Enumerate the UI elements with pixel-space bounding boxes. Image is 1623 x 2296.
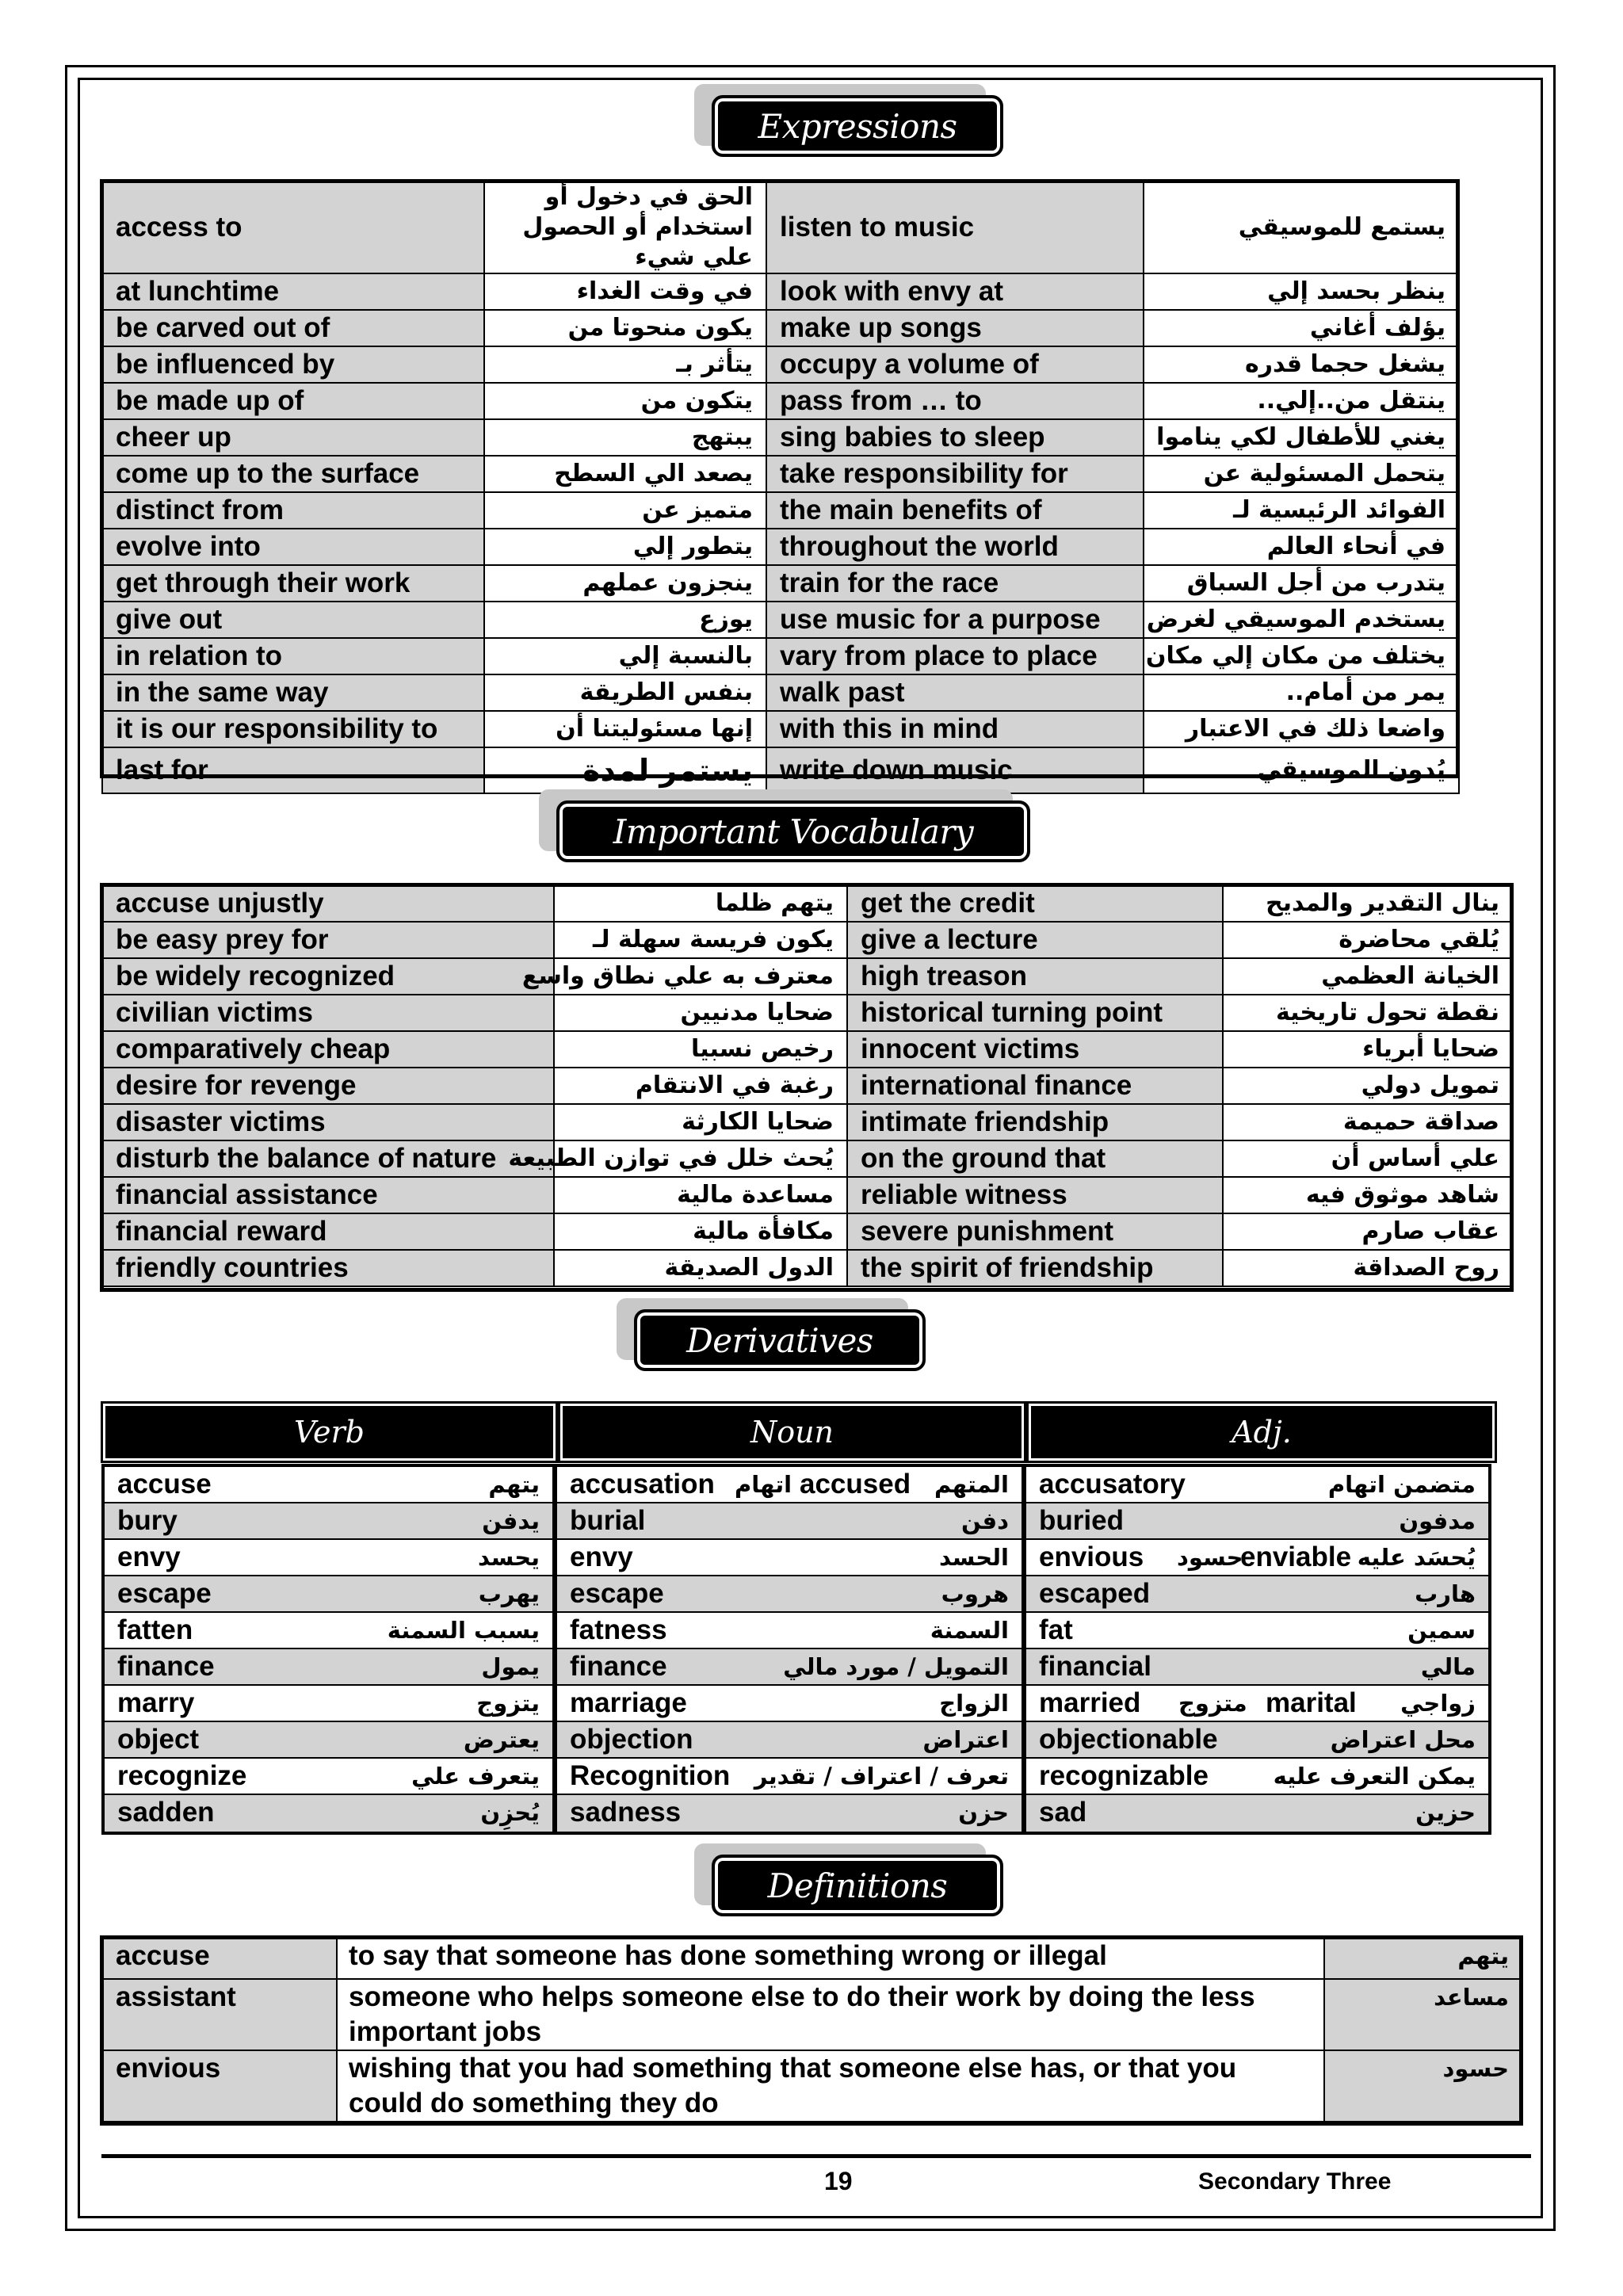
vocabulary-ar: الدول الصديقة — [554, 1250, 847, 1286]
adj-ar: مالي — [1420, 1653, 1476, 1680]
vocabulary-ar: رخيص نسبيا — [554, 1031, 847, 1068]
verb-ar: يتهم — [488, 1471, 540, 1498]
adj-row — [1026, 1759, 1488, 1795]
expression-ar: يؤلف أغاني — [1144, 310, 1459, 346]
vocabulary-en: disturb the balance of nature — [102, 1140, 554, 1177]
expression-ar: يصعد الي السطح — [484, 456, 766, 492]
adj-ar: يمكن التعرف عليه — [1273, 1763, 1476, 1790]
vocabulary-ar: علي أساس أن — [1223, 1140, 1513, 1177]
table-row — [102, 1104, 1513, 1140]
noun-en: fatness — [570, 1614, 667, 1645]
verb-row — [105, 1467, 552, 1503]
verb-ar: يُحزِن — [480, 1799, 540, 1826]
table-row — [102, 456, 1459, 492]
table-row — [102, 1140, 1513, 1177]
definitions-title: Definitions — [767, 1866, 948, 1905]
noun-en-alt: accused — [800, 1469, 911, 1499]
noun-en: envy — [570, 1541, 633, 1572]
verb-column — [101, 1464, 556, 1835]
noun-en: accusation — [570, 1469, 715, 1499]
table-row — [102, 181, 1459, 273]
expression-en: sing babies to sleep — [766, 419, 1144, 456]
expression-en: at lunchtime — [102, 273, 484, 310]
definition-word: envious — [102, 2050, 337, 2122]
expression-en: be influenced by — [102, 346, 484, 383]
adj-en: escaped — [1039, 1578, 1151, 1609]
adj-header: Adj. — [1029, 1404, 1495, 1461]
verb-row — [105, 1576, 552, 1613]
vocabulary-en: be widely recognized — [102, 958, 554, 995]
expression-ar: يغني للأطفال لكي يناموا — [1144, 419, 1459, 456]
expression-ar: إنها مسئوليتنا أن — [484, 711, 766, 747]
adj-column — [1023, 1464, 1491, 1835]
vocabulary-ar: ينال التقدير والمديح — [1223, 885, 1513, 922]
adj-row — [1026, 1649, 1488, 1686]
adj-ar: حزين — [1415, 1799, 1476, 1826]
expression-en: with this in mind — [766, 711, 1144, 747]
verb-ar: يسبب السمنة — [387, 1617, 540, 1644]
definition-word: accuse — [102, 1938, 337, 1979]
vocabulary-en: financial assistance — [102, 1177, 554, 1213]
definition-ar: مساعد — [1324, 1979, 1522, 2050]
expression-en: walk past — [766, 674, 1144, 711]
adj-en: envious — [1039, 1541, 1144, 1572]
verb-ar: يدفن — [482, 1507, 540, 1534]
table-row — [102, 1177, 1513, 1213]
noun-row — [557, 1540, 1022, 1576]
vocabulary-en: comparatively cheap — [102, 1031, 554, 1068]
table-row — [102, 674, 1459, 711]
expression-ar: يختلف من مكان إلي مكان — [1144, 638, 1459, 674]
table-row — [102, 995, 1513, 1031]
adj-en-alt: marital — [1266, 1687, 1357, 1718]
table-row — [102, 1213, 1513, 1250]
verb-row — [105, 1503, 552, 1540]
adj-ar-alt: زواجي — [1400, 1690, 1476, 1717]
vocabulary-en: severe punishment — [847, 1213, 1223, 1250]
vocabulary-ar: ضحايا مدنيين — [554, 995, 847, 1031]
verb-ar: يتزوج — [476, 1690, 540, 1717]
expression-ar: يستمع للموسيقي — [1144, 181, 1459, 273]
table-row — [102, 1068, 1513, 1104]
verb-en: envy — [117, 1541, 181, 1572]
definition-text: wishing that you had something that someone else has, or that you could do something they do — [337, 2050, 1324, 2122]
noun-en: Recognition — [570, 1760, 731, 1791]
noun-ar: هروب — [941, 1580, 1009, 1607]
footer-rule — [101, 2154, 1531, 2158]
noun-en: burial — [570, 1505, 646, 1536]
vocabulary-ar: الخيانة العظمي — [1223, 958, 1513, 995]
verb-en: bury — [117, 1505, 178, 1536]
vocabulary-ar: يُلقي محاضرة — [1223, 922, 1513, 958]
verb-en: fatten — [117, 1614, 193, 1645]
verb-row — [105, 1759, 552, 1795]
noun-ar: اعتراض — [922, 1726, 1009, 1753]
vocabulary-ar: نقطة تحول تاريخية — [1223, 995, 1513, 1031]
verb-ar: يهرب — [478, 1580, 540, 1607]
verb-ar: يحسد — [477, 1544, 540, 1571]
noun-ar: الحسد — [939, 1544, 1009, 1571]
noun-row — [557, 1467, 1022, 1503]
verb-en: finance — [117, 1651, 215, 1682]
expression-ar: يستخدم الموسيقي لغرض — [1144, 602, 1459, 638]
expression-ar: يكون منحوتا من — [484, 310, 766, 346]
expression-ar: ينجزون عملهم — [484, 565, 766, 602]
verb-ar: يعترض — [463, 1726, 540, 1753]
adj-ar: متزوج — [1178, 1690, 1247, 1717]
expressions-title: Expressions — [758, 106, 957, 146]
vocabulary-en: get the credit — [847, 885, 1223, 922]
table-row — [102, 602, 1459, 638]
noun-row — [557, 1686, 1022, 1722]
vocabulary-ar: رغبة في الانتقام — [554, 1068, 847, 1104]
noun-row — [557, 1576, 1022, 1613]
table-row — [102, 1250, 1513, 1286]
vocabulary-ar: عقاب صارم — [1223, 1213, 1513, 1250]
expression-en: in the same way — [102, 674, 484, 711]
table-row — [102, 492, 1459, 529]
adj-row — [1026, 1686, 1488, 1722]
adj-row — [1026, 1722, 1488, 1759]
adj-row — [1026, 1467, 1488, 1503]
expression-ar: الحق في دخول أو استخدام أو الحصول علي شيء — [484, 181, 766, 273]
expression-en: train for the race — [766, 565, 1144, 602]
verb-row — [105, 1613, 552, 1649]
table-row — [102, 638, 1459, 674]
table-row — [102, 922, 1513, 958]
vocabulary-ar: تمويل دولي — [1223, 1068, 1513, 1104]
expression-ar: بنفس الطريقة — [484, 674, 766, 711]
table-row — [102, 958, 1513, 995]
expression-ar: يمر من أمام.. — [1144, 674, 1459, 711]
noun-en: escape — [570, 1578, 664, 1609]
expression-en: in relation to — [102, 638, 484, 674]
verb-row — [105, 1540, 552, 1576]
vocabulary-en: be easy prey for — [102, 922, 554, 958]
footer-title: Secondary Three — [1198, 2168, 1392, 2195]
verb-row — [105, 1722, 552, 1759]
expressions-banner — [712, 95, 1003, 157]
noun-column — [554, 1464, 1025, 1835]
noun-ar: حزن — [958, 1799, 1009, 1826]
vocabulary-en: desire for revenge — [102, 1068, 554, 1104]
expression-ar: يتدرب من أجل السباق — [1144, 565, 1459, 602]
verb-en: marry — [117, 1687, 195, 1718]
vocabulary-ar: روح الصداقة — [1223, 1250, 1513, 1286]
expression-en: it is our responsibility to — [102, 711, 484, 747]
expression-ar: في وقت الغداء — [484, 273, 766, 310]
expression-ar: متميز عن — [484, 492, 766, 529]
expression-en: the main benefits of — [766, 492, 1144, 529]
definition-row — [102, 2050, 1522, 2122]
table-row — [102, 346, 1459, 383]
table-row — [102, 310, 1459, 346]
vocabulary-ar: ضحايا أبرياء — [1223, 1031, 1513, 1068]
vocabulary-ar: يكون فريسة سهلة لـ — [554, 922, 847, 958]
noun-en: marriage — [570, 1687, 687, 1718]
expression-ar: يوزع — [484, 602, 766, 638]
verb-en: accuse — [117, 1469, 212, 1499]
table-row — [102, 383, 1459, 419]
adj-en-alt: enviable — [1240, 1541, 1352, 1572]
expression-en: come up to the surface — [102, 456, 484, 492]
verb-row — [105, 1686, 552, 1722]
adj-ar: سمين — [1407, 1617, 1476, 1644]
vocabulary-en: give a lecture — [847, 922, 1223, 958]
vocabulary-en: intimate friendship — [847, 1104, 1223, 1140]
expression-en: distinct from — [102, 492, 484, 529]
definition-text: to say that someone has done something wrong or illegal — [337, 1938, 1324, 1979]
verb-ar: يتعرف علي — [411, 1763, 540, 1790]
adj-row — [1026, 1503, 1488, 1540]
verb-en: object — [117, 1724, 200, 1755]
derivatives-title: Derivatives — [686, 1320, 873, 1360]
definition-row — [102, 1938, 1522, 1979]
noun-ar: اتهام — [735, 1471, 792, 1498]
expression-ar: يتكون من — [484, 383, 766, 419]
expression-en: pass from … to — [766, 383, 1144, 419]
expression-en: use music for a purpose — [766, 602, 1144, 638]
verb-row — [105, 1649, 552, 1686]
adj-en: sad — [1039, 1797, 1087, 1828]
expression-en: give out — [102, 602, 484, 638]
derivatives-banner — [634, 1309, 926, 1371]
table-row — [102, 747, 1459, 793]
adj-ar: حسود — [1177, 1544, 1243, 1571]
noun-ar: تعرف / اعتراف / تقدير — [754, 1763, 1009, 1790]
noun-row — [557, 1759, 1022, 1795]
expression-en: look with envy at — [766, 273, 1144, 310]
expressions-table — [101, 181, 1460, 794]
adj-en: married — [1039, 1687, 1141, 1718]
vocabulary-en: civilian victims — [102, 995, 554, 1031]
expression-en: occupy a volume of — [766, 346, 1144, 383]
vocabulary-ar: ضحايا الكارثة — [554, 1104, 847, 1140]
noun-ar: الزواج — [939, 1690, 1009, 1717]
vocabulary-banner — [556, 800, 1030, 862]
verb-en: recognize — [117, 1760, 247, 1791]
definition-ar: حسود — [1324, 2050, 1522, 2122]
expression-ar: في أنحاء العالم — [1144, 529, 1459, 565]
table-row — [102, 885, 1513, 922]
expression-ar: يتأثر بـ — [484, 346, 766, 383]
expression-en: write down music — [766, 747, 1144, 793]
page-number: 19 — [824, 2167, 853, 2195]
vocabulary-en: accuse unjustly — [102, 885, 554, 922]
adj-en: fat — [1039, 1614, 1073, 1645]
noun-ar: التمويل / مورد مالي — [783, 1653, 1009, 1680]
expression-ar: يشغل حجما قدره — [1144, 346, 1459, 383]
vocabulary-en: on the ground that — [847, 1140, 1223, 1177]
table-row — [102, 565, 1459, 602]
vocabulary-ar: مكافأة مالية — [554, 1213, 847, 1250]
adj-en: buried — [1039, 1505, 1124, 1536]
expression-en: take responsibility for — [766, 456, 1144, 492]
adj-en: financial — [1039, 1651, 1151, 1682]
adj-en: objectionable — [1039, 1724, 1218, 1755]
vocabulary-en: innocent victims — [847, 1031, 1223, 1068]
vocabulary-en: disaster victims — [102, 1104, 554, 1140]
expression-ar: بالنسبة إلي — [484, 638, 766, 674]
noun-en: sadness — [570, 1797, 682, 1828]
definition-text: someone who helps someone else to do their work by doing the less important jobs — [337, 1979, 1324, 2050]
expression-ar: واضعا ذلك في الاعتبار — [1144, 711, 1459, 747]
expression-en: get through their work — [102, 565, 484, 602]
expression-ar: يتطور إلي — [484, 529, 766, 565]
expression-en: listen to music — [766, 181, 1144, 273]
vocabulary-ar: معترف به علي نطاق واسع — [554, 958, 847, 995]
noun-header: Noun — [560, 1404, 1024, 1461]
adj-row — [1026, 1540, 1488, 1576]
adj-en: accusatory — [1039, 1469, 1186, 1499]
vocabulary-title: Important Vocabulary — [613, 812, 974, 851]
expression-en: vary from place to place — [766, 638, 1144, 674]
vocabulary-table — [101, 884, 1514, 1287]
noun-row — [557, 1795, 1022, 1832]
noun-en: objection — [570, 1724, 693, 1755]
vocabulary-en: high treason — [847, 958, 1223, 995]
verb-en: escape — [117, 1578, 212, 1609]
vocabulary-en: historical turning point — [847, 995, 1223, 1031]
definition-row — [102, 1979, 1522, 2050]
vocabulary-en: reliable witness — [847, 1177, 1223, 1213]
vocabulary-en: friendly countries — [102, 1250, 554, 1286]
adj-ar-alt: يُحسَد عليه — [1357, 1544, 1476, 1571]
expression-en: throughout the world — [766, 529, 1144, 565]
adj-en: recognizable — [1039, 1760, 1209, 1791]
expression-ar: الفوائد الرئيسية لـ — [1144, 492, 1459, 529]
verb-ar: يمول — [481, 1653, 540, 1680]
adj-ar: متضمن اتهام — [1327, 1471, 1476, 1498]
expression-en: access to — [102, 181, 484, 273]
expression-ar: ينتقل من..إلي.. — [1144, 383, 1459, 419]
expression-ar: يتحمل المسئولية عن — [1144, 456, 1459, 492]
noun-ar: السمنة — [930, 1617, 1009, 1644]
expression-en: be made up of — [102, 383, 484, 419]
vocabulary-ar: يتهم ظلما — [554, 885, 847, 922]
adj-ar: هارب — [1415, 1580, 1476, 1607]
noun-row — [557, 1613, 1022, 1649]
adj-ar: محل اعتراض — [1330, 1726, 1476, 1753]
expression-en: evolve into — [102, 529, 484, 565]
vocabulary-en: international finance — [847, 1068, 1223, 1104]
verb-header: Verb — [103, 1404, 556, 1461]
expression-ar: ينظر بحسد إلي — [1144, 273, 1459, 310]
expression-en: cheer up — [102, 419, 484, 456]
noun-row — [557, 1503, 1022, 1540]
vocabulary-en: the spirit of friendship — [847, 1250, 1223, 1286]
vocabulary-ar: مساعدة مالية — [554, 1177, 847, 1213]
definition-ar: يتهم — [1324, 1938, 1522, 1979]
vocabulary-ar: شاهد موثوق فيه — [1223, 1177, 1513, 1213]
table-row — [102, 419, 1459, 456]
vocabulary-ar: صداقة حميمة — [1223, 1104, 1513, 1140]
adj-row — [1026, 1795, 1488, 1832]
noun-row — [557, 1722, 1022, 1759]
expression-ar: يستمر لمدة — [484, 747, 766, 793]
definitions-banner — [712, 1855, 1003, 1916]
expression-en: make up songs — [766, 310, 1144, 346]
verb-row — [105, 1795, 552, 1832]
vocabulary-ar: يُحث خلل في توازن الطبيعة — [554, 1140, 847, 1177]
expression-ar: يبتهج — [484, 419, 766, 456]
table-row — [102, 711, 1459, 747]
noun-en: finance — [570, 1651, 667, 1682]
table-row — [102, 273, 1459, 310]
table-row — [102, 529, 1459, 565]
noun-ar-alt: المتهم — [934, 1471, 1009, 1498]
adj-ar: مدفون — [1399, 1507, 1476, 1534]
verb-en: sadden — [117, 1797, 215, 1828]
expression-ar: يُدون الموسيقي — [1144, 747, 1459, 793]
noun-row — [557, 1649, 1022, 1686]
expression-en: last for — [102, 747, 484, 793]
vocabulary-en: financial reward — [102, 1213, 554, 1250]
expression-en: be carved out of — [102, 310, 484, 346]
noun-ar: دفن — [961, 1507, 1009, 1534]
definitions-table — [101, 1937, 1523, 2122]
adj-row — [1026, 1613, 1488, 1649]
definition-word: assistant — [102, 1979, 337, 2050]
adj-row — [1026, 1576, 1488, 1613]
table-row — [102, 1031, 1513, 1068]
